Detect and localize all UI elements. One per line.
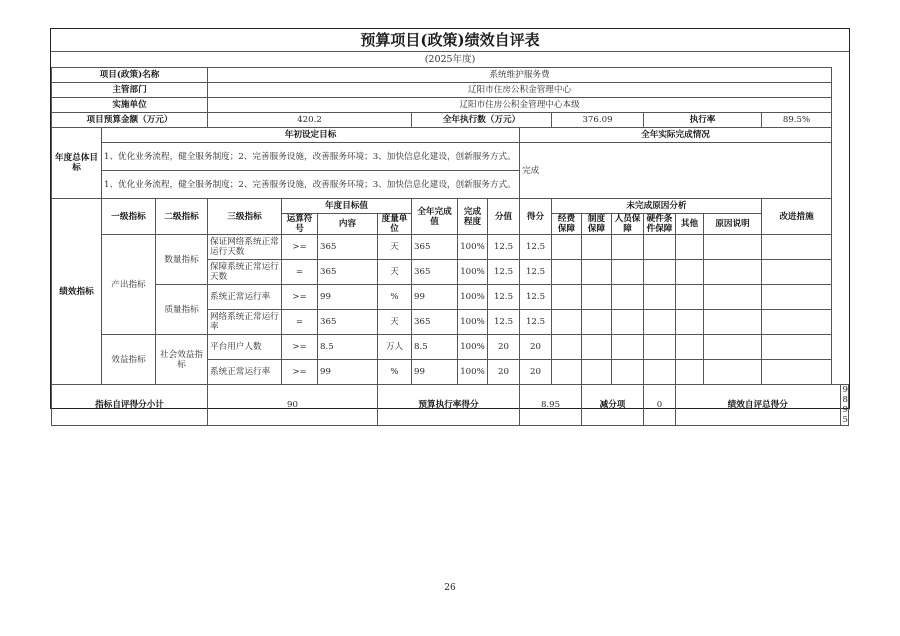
- table-row: 效益指标 社会效益指标 平台用户人数 >= 8.5 万人 8.5 100% 20 20: [52, 335, 849, 360]
- budget-label: 项目预算金额（万元）: [52, 113, 208, 128]
- dept-label: 主管部门: [52, 83, 208, 98]
- level3-header: 三级指标: [208, 199, 282, 235]
- actual-header: 全年实际完成情况: [520, 128, 832, 143]
- form-year: (2025年度): [424, 54, 476, 65]
- exec-score-label: 预算执行率得分: [378, 385, 520, 426]
- table-row: 网络系统正常运行率 = 365 天 365 100% 12.5 12.5: [52, 310, 849, 335]
- level1-output: 产出指标: [102, 235, 156, 335]
- subtotal-label: 指标自评得分小计: [52, 385, 208, 426]
- rate-value: 89.5%: [762, 113, 832, 128]
- dept-value: 辽阳市住房公积金管理中心: [208, 83, 832, 98]
- cause-staff: 人员保障: [612, 214, 644, 235]
- target-header: 年初设定目标: [102, 128, 520, 143]
- subtotal-value: 90: [208, 385, 378, 426]
- cause-other: 其他: [676, 214, 704, 235]
- form-title: 预算项目(政策)绩效自评表: [51, 29, 849, 52]
- rate-label: 执行率: [644, 113, 762, 128]
- deduct-value: 0: [644, 385, 676, 426]
- cause-hardware: 硬件条件保障: [644, 214, 676, 235]
- table-row: 质量指标 系统正常运行率 >= 99 % 99 100% 12.5 12.5: [52, 285, 849, 310]
- unit-value: 辽阳市住房公积金管理中心本级: [208, 98, 832, 113]
- cause-explain: 原因说明: [704, 214, 762, 235]
- evaluation-table: [51, 67, 849, 426]
- exec-value: 376.09: [552, 113, 644, 128]
- level2-header: 二级指标: [156, 199, 208, 235]
- unit-header: 度量单位: [378, 214, 412, 235]
- overall-goal-label: 年度总体目标: [52, 128, 102, 199]
- deduct-label: 减分项: [582, 385, 644, 426]
- perf-indicators-label: 绩效指标: [52, 199, 102, 385]
- budget-value: 420.2: [208, 113, 412, 128]
- unfinished-header: 未完成原因分析: [552, 199, 762, 214]
- improve-header: 改进措施: [762, 199, 832, 235]
- page-number: 26: [444, 583, 456, 593]
- score-header: 得分: [520, 199, 552, 235]
- cause-funding: 经费保障: [552, 214, 582, 235]
- exec-score-value: 8.95: [520, 385, 582, 426]
- table-row: 系统正常运行率 >= 99 % 99 100% 20 20: [52, 360, 849, 385]
- evaluation-form: [50, 28, 851, 425]
- level2-quality: 质量指标: [156, 285, 208, 335]
- unit-label: 实施单位: [52, 98, 208, 113]
- annual-target-header: 年度目标值: [282, 199, 412, 214]
- done-text: 完成: [520, 143, 832, 199]
- exec-label: 全年执行数（万元）: [412, 113, 552, 128]
- level1-header: 一级指标: [102, 199, 156, 235]
- level1-benefit: 效益指标: [102, 335, 156, 385]
- full-value-header: 全年完成值: [412, 199, 458, 235]
- content-header: 内容: [318, 214, 378, 235]
- cause-system: 制度保障: [582, 214, 612, 235]
- actual-text: 1、优化业务流程，健全服务制度；2、完善服务设施，改善服务环境；3、加快信息化建设，创新服务方式。: [102, 171, 520, 199]
- table-row: 产出指标 数量指标 保证网络系统正常运行天数 >= 365 天 365 100% 12.5 12.5: [52, 235, 849, 260]
- project-name-value: 系统维护服务费: [208, 68, 832, 83]
- level2-quantity: 数量指标: [156, 235, 208, 285]
- table-row: 保障系统正常运行天数 = 365 天 365 100% 12.5 12.5: [52, 260, 849, 285]
- op-header: 运算符号: [282, 214, 318, 235]
- level2-social: 社会效益指标: [156, 335, 208, 385]
- target-text: 1、优化业务流程，健全服务制度；2、完善服务设施，改善服务环境；3、加快信息化建设，创新服务方式。: [102, 143, 520, 171]
- score-full-header: 分值: [488, 199, 520, 235]
- degree-header: 完成程度: [458, 199, 488, 235]
- total-value: 98.95: [840, 385, 848, 426]
- total-label: 绩效自评总得分: [676, 385, 841, 426]
- project-name-label: 项目(政策)名称: [52, 68, 208, 83]
